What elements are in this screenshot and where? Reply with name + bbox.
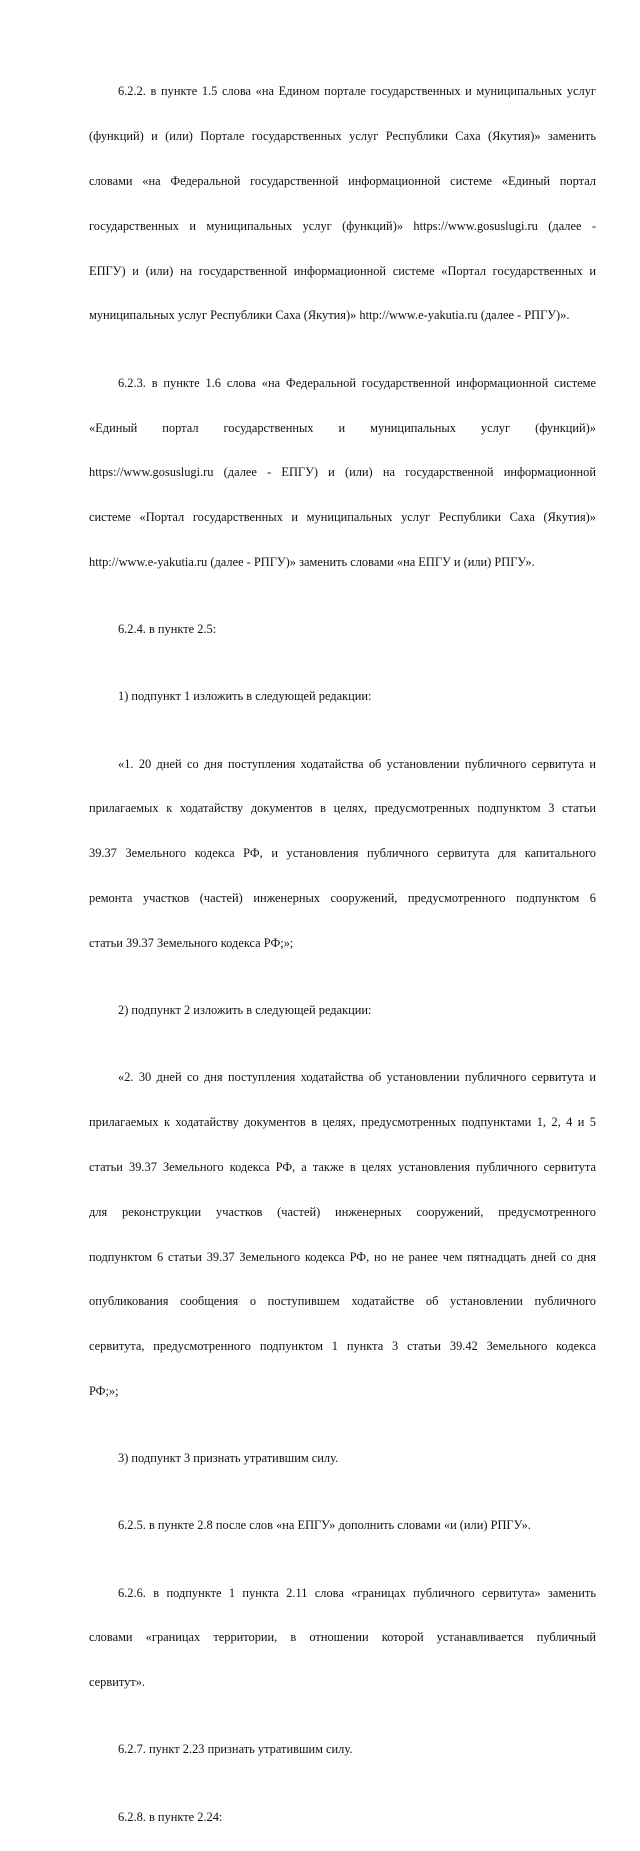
text-line: сервитут». xyxy=(89,1675,145,1690)
text-line: для реконструкции участков (частей) инженерных сооружений, предусмотренного xyxy=(89,1204,596,1219)
text-line: сервитута, предусмотренного подпунктом 1 пункта 3 статьи 39.42 Земельного кодекса xyxy=(89,1339,596,1354)
paragraph-6-2-3 xyxy=(89,349,596,595)
text-line: словами «границах территории, в отношении которой устанавливается публичный xyxy=(89,1630,596,1645)
text-line: словами «на Федеральной государственной информационной системе «Единый портал xyxy=(89,174,596,189)
text-line: 6.2.2. в пункте 1.5 слова «на Едином портале государственных и муниципальных услуг xyxy=(118,84,596,99)
text-line: 6.2.7. пункт 2.23 признать утратившим силу. xyxy=(118,1742,353,1757)
text-line: подпунктом 6 статьи 39.37 Земельного кодекса РФ, но не ранее чем пятнадцать дней со дня xyxy=(89,1249,596,1264)
text-line: «2. 30 дней со дня поступления ходатайства об установлении публичного сервитута и xyxy=(118,1070,596,1085)
paragraph-6-2-6 xyxy=(89,1559,596,1716)
text-line: системе «Портал государственных и муниципальных услуг Республики Саха (Якутия)» xyxy=(89,510,596,525)
text-line: 39.37 Земельного кодекса РФ, и установления публичного сервитута для капитального xyxy=(89,846,596,861)
text-line: 6.2.4. в пункте 2.5: xyxy=(118,622,217,637)
text-line: ЕПГУ) и (или) на государственной информационной системе «Портал государственных и xyxy=(89,263,596,278)
text-line: опубликования сообщения о поступившем ходатайстве об установлении публичного xyxy=(89,1294,596,1309)
paragraph-subitem-1 xyxy=(89,663,596,730)
paragraph-6-2-7 xyxy=(89,1716,596,1783)
text-line: прилагаемых к ходатайству документов в целях, предусмотренных подпунктом 3 статьи xyxy=(89,801,596,816)
paragraph-6-2-5 xyxy=(89,1492,596,1559)
text-line: 2) подпункт 2 изложить в следующей редакции: xyxy=(118,1003,372,1018)
text-line: прилагаемых к ходатайству документов в целях, предусмотренных подпунктами 1, 2, 4 и 5 xyxy=(89,1115,596,1130)
paragraph-subitem-2 xyxy=(89,977,596,1044)
text-line: «Единый портал государственных и муниципальных услуг (функций)» xyxy=(89,420,596,435)
text-line: статьи 39.37 Земельного кодекса РФ;»; xyxy=(89,935,294,950)
text-line: муниципальных услуг Республики Саха (Якутия)» http://www.e-yakutia.ru (далее - РПГУ)». xyxy=(89,308,570,323)
text-line: 6.2.8. в пункте 2.24: xyxy=(118,1809,223,1824)
text-line: (функций) и (или) Портале государственных услуг Республики Саха (Якутия)» заменить xyxy=(89,129,596,144)
text-line: статьи 39.37 Земельного кодекса РФ, а также в целях установления публичного сервитута xyxy=(89,1159,596,1174)
text-line: 6.2.5. в пункте 2.8 после слов «на ЕПГУ» дополнить словами «и (или) РПГУ». xyxy=(118,1518,531,1533)
text-line: государственных и муниципальных услуг (функций)» https://www.gosuslugi.ru (далее - xyxy=(89,218,596,233)
paragraph-quote-2 xyxy=(89,1044,596,1425)
paragraph-subitem-3 xyxy=(89,1425,596,1492)
text-line: РФ;»; xyxy=(89,1383,119,1398)
paragraph-6-2-8 xyxy=(89,1783,596,1850)
text-line: ремонта участков (частей) инженерных сооружений, предусмотренного подпунктом 6 xyxy=(89,891,596,906)
text-line: http://www.e-yakutia.ru (далее - РПГУ)» заменить словами «на ЕПГУ и (или) РПГУ». xyxy=(89,554,535,569)
paragraph-quote-1 xyxy=(89,730,596,976)
text-line: 3) подпункт 3 признать утратившим силу. xyxy=(118,1451,339,1466)
text-line: «1. 20 дней со дня поступления ходатайства об установлении публичного сервитута и xyxy=(118,756,596,771)
text-line: 6.2.6. в подпункте 1 пункта 2.11 слова «границах публичного сервитута» заменить xyxy=(118,1585,596,1600)
paragraph-6-2-2 xyxy=(89,58,596,349)
text-line: https://www.gosuslugi.ru (далее - ЕПГУ) и (или) на государственной информационной xyxy=(89,465,596,480)
text-line: 6.2.3. в пункте 1.6 слова «на Федеральной государственной информационной системе xyxy=(118,375,596,390)
text-line: 1) подпункт 1 изложить в следующей редакции: xyxy=(118,689,372,704)
document-body xyxy=(89,58,596,1851)
paragraph-6-2-4 xyxy=(89,596,596,663)
